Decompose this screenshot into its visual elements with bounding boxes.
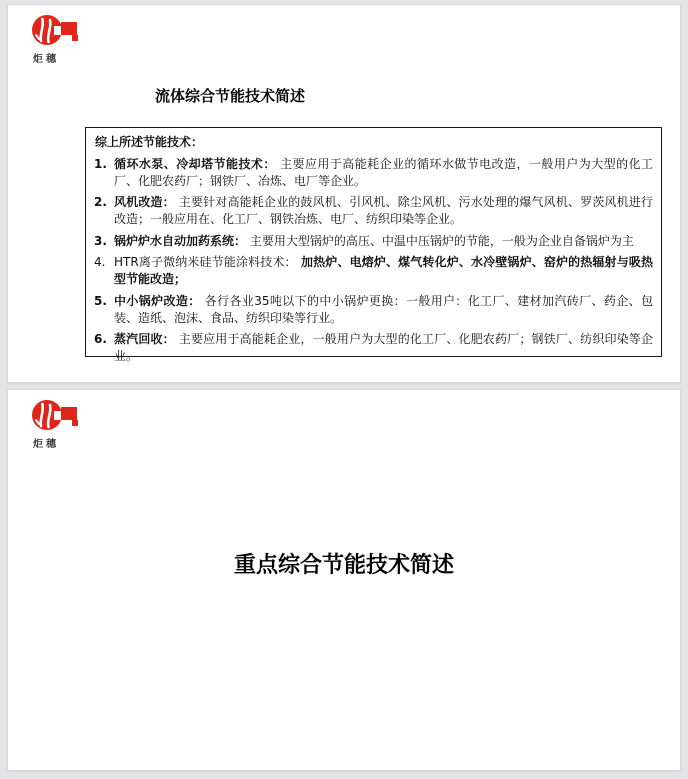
slide1-title: 流体综合节能技术简述 xyxy=(155,87,306,105)
list-item-number: 1. xyxy=(94,156,107,171)
list-item-number: 6. xyxy=(94,332,107,346)
summary-box xyxy=(85,127,662,363)
list-item xyxy=(94,194,653,228)
logo-text: 炬穗 xyxy=(33,439,59,450)
list-item-lead: HTR离子微纳米硅节能涂料技术： xyxy=(114,255,297,269)
list-item-lead: 风机改造： xyxy=(114,195,175,209)
logo-text: 炬穗 xyxy=(33,54,59,65)
box-header: 综上所述节能技术： xyxy=(95,135,204,149)
company-logo xyxy=(30,398,80,450)
list-item-lead: 锅炉炉水自动加药系统： xyxy=(114,233,247,248)
list-item xyxy=(94,156,653,190)
list-item xyxy=(94,331,653,365)
list-item-number: 3. xyxy=(94,233,107,248)
list-item-lead: 蒸汽回收： xyxy=(114,332,175,346)
list-item-body: 主要应用于高能耗企业的循环水做节电改造，一般用户为大型的化工厂、化肥农药厂；钢铁厂、冶炼、电厂等企业。 xyxy=(114,156,653,188)
list-item xyxy=(94,233,653,250)
list-item xyxy=(94,293,653,327)
list-item-body: 主要应用于高能耗企业，一般用户为大型的化工厂、化肥农药厂；钢铁厂、纺织印染等企业。 xyxy=(114,332,653,363)
list-item-lead: 循环水泵、冷却塔节能技术： xyxy=(114,156,276,171)
list-item-body: 各行各业35吨以下的中小锅炉更换：一般用户：化工厂、建材加汽砖厂、药企、包装、造纸、泡沫、食品、纺织印染等行业。 xyxy=(114,293,653,325)
flame-logo-icon xyxy=(30,398,80,434)
company-logo xyxy=(30,13,80,65)
list-item-number: 5. xyxy=(94,293,107,308)
slide-page-1 xyxy=(8,5,680,382)
list-item-body: 主要用大型锅炉的高压、中温中压锅炉的节能，一般为企业自备锅炉为主 xyxy=(249,233,634,248)
slide-page-2 xyxy=(8,390,680,770)
list-item xyxy=(94,254,653,288)
list-item-number: 4. xyxy=(94,255,106,269)
list-item-number: 2. xyxy=(94,195,107,209)
list-item-body: 主要针对高能耗企业的鼓风机、引风机、除尘风机、污水处理的爆气风机、罗茨风机进行改造；一般应用在、化工厂、钢铁冶炼、电厂、纺织印染等企业。 xyxy=(114,195,653,226)
slide2-title: 重点综合节能技术简述 xyxy=(233,553,454,578)
flame-logo-icon xyxy=(30,13,80,49)
list-item-body: 加热炉、电熔炉、煤气转化炉、水冷壁锅炉、窑炉的热辐射与吸热型节能改造； xyxy=(114,255,653,286)
list-item-lead: 中小锅炉改造： xyxy=(114,293,201,308)
